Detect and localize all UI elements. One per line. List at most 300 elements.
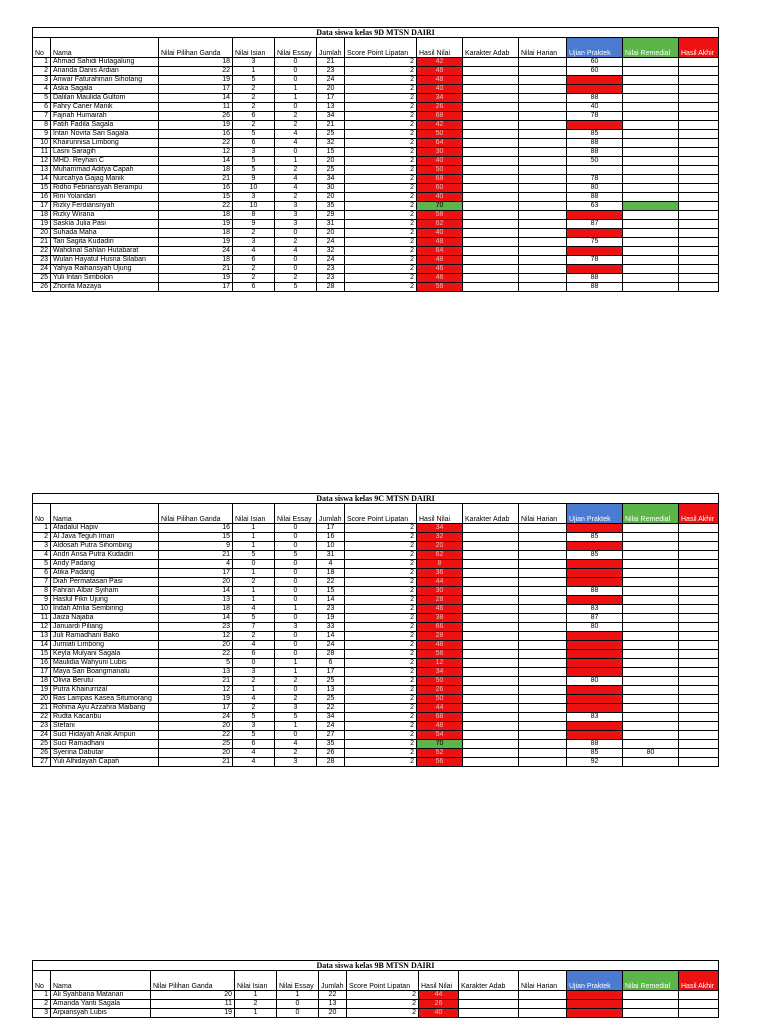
- nilai-harian-cell: [519, 542, 567, 551]
- pilihan-ganda-value: 13: [159, 668, 233, 677]
- ujian-praktek-value: [567, 632, 623, 641]
- essay-value: 0: [275, 58, 317, 67]
- table-row: [33, 614, 719, 623]
- ujian-praktek-value: 60: [567, 58, 623, 67]
- table-row: [33, 166, 719, 175]
- karakter-adab-cell: [463, 632, 519, 641]
- hasil-nilai-value: 50: [417, 677, 463, 686]
- karakter-adab-cell: [463, 103, 519, 112]
- row-no: 4: [33, 85, 51, 94]
- header-pilihan-ganda: Nilai Pilihan Ganda: [159, 38, 233, 58]
- nilai-harian-cell: [519, 94, 567, 103]
- nilai-harian-cell: [519, 695, 567, 704]
- student-name: Anwar Faturahman Sihotang: [51, 76, 159, 85]
- essay-value: 0: [275, 265, 317, 274]
- essay-value: 0: [275, 650, 317, 659]
- table-row: [33, 704, 719, 713]
- karakter-adab-cell: [463, 740, 519, 749]
- isian-value: 3: [233, 58, 275, 67]
- score-point-value: 2: [345, 67, 417, 76]
- jumlah-value: 21: [317, 121, 345, 130]
- row-no: 17: [33, 202, 51, 211]
- header-no: No: [33, 38, 51, 58]
- table-row: [33, 247, 719, 256]
- table-row: [33, 76, 719, 85]
- jumlah-value: 22: [317, 704, 345, 713]
- pilihan-ganda-value: 19: [159, 274, 233, 283]
- nilai-remedial-value: [623, 614, 679, 623]
- karakter-adab-cell: [463, 58, 519, 67]
- header-nama: Nama: [51, 971, 151, 991]
- hasil-akhir-cell: [679, 605, 719, 614]
- hasil-nilai-value: 48: [417, 238, 463, 247]
- nilai-harian-cell: [519, 740, 567, 749]
- pilihan-ganda-value: 21: [159, 265, 233, 274]
- jumlah-value: 34: [317, 713, 345, 722]
- score-point-value: 2: [345, 677, 417, 686]
- header-nilai-harian: Nilai Harian: [519, 971, 567, 991]
- pilihan-ganda-value: 21: [159, 551, 233, 560]
- karakter-adab-cell: [463, 166, 519, 175]
- header-nilai-harian: Nilai Harian: [519, 38, 567, 58]
- table-row: [33, 256, 719, 265]
- score-point-value: 2: [345, 596, 417, 605]
- ujian-praktek-value: [567, 641, 623, 650]
- jumlah-value: 22: [317, 578, 345, 587]
- student-name: Haslul Fikri Ujung: [51, 596, 159, 605]
- row-no: 10: [33, 605, 51, 614]
- ujian-praktek-value: 87: [567, 220, 623, 229]
- score-point-value: 2: [345, 740, 417, 749]
- student-name: Rudta Kacaribu: [51, 713, 159, 722]
- row-no: 19: [33, 220, 51, 229]
- ujian-praktek-value: 88: [567, 587, 623, 596]
- nilai-remedial-value: [623, 605, 679, 614]
- ujian-praktek-value: [567, 722, 623, 731]
- nilai-remedial-value: [623, 139, 679, 148]
- nilai-remedial-value: [623, 175, 679, 184]
- table-row: [33, 157, 719, 166]
- row-no: 1: [33, 58, 51, 67]
- student-name: Rohma Ayu Azzahra Maibang: [51, 704, 159, 713]
- pilihan-ganda-value: 22: [159, 202, 233, 211]
- essay-value: 0: [275, 731, 317, 740]
- table-row: [33, 650, 719, 659]
- jumlah-value: 24: [317, 722, 345, 731]
- jumlah-value: 13: [317, 686, 345, 695]
- essay-value: 0: [275, 67, 317, 76]
- karakter-adab-cell: [463, 202, 519, 211]
- jumlah-value: 22: [319, 991, 347, 1000]
- student-name: Aldosah Putra Sihombing: [51, 542, 159, 551]
- row-no: 15: [33, 184, 51, 193]
- hasil-akhir-cell: [679, 596, 719, 605]
- jumlah-value: 34: [317, 175, 345, 184]
- score-point-value: 2: [345, 229, 417, 238]
- ujian-praktek-value: [567, 650, 623, 659]
- isian-value: 7: [233, 623, 275, 632]
- hasil-akhir-cell: [679, 247, 719, 256]
- hasil-akhir-cell: [679, 524, 719, 533]
- jumlah-value: 16: [317, 533, 345, 542]
- nilai-harian-cell: [519, 659, 567, 668]
- nilai-harian-cell: [519, 533, 567, 542]
- student-name: Rizky Wirana: [51, 211, 159, 220]
- row-no: 6: [33, 103, 51, 112]
- table-row: [33, 632, 719, 641]
- student-name: Suci Hidayah Anak Ampun: [51, 731, 159, 740]
- hasil-nilai-value: 44: [419, 991, 459, 1000]
- student-name: Yahya Raihansyah Ujung: [51, 265, 159, 274]
- nilai-harian-cell: [519, 148, 567, 157]
- nilai-harian-cell: [519, 749, 567, 758]
- isian-value: 4: [233, 695, 275, 704]
- ujian-praktek-value: 88: [567, 139, 623, 148]
- karakter-adab-cell: [463, 659, 519, 668]
- isian-value: 2: [233, 704, 275, 713]
- nilai-harian-cell: [519, 175, 567, 184]
- jumlah-value: 17: [317, 668, 345, 677]
- header-karakter-adab: Karakter Adab: [463, 504, 519, 524]
- karakter-adab-cell: [463, 175, 519, 184]
- jumlah-value: 20: [317, 85, 345, 94]
- hasil-nilai-value: 26: [417, 103, 463, 112]
- ujian-praktek-value: 83: [567, 605, 623, 614]
- isian-value: 0: [233, 659, 275, 668]
- ujian-praktek-value: [567, 1009, 623, 1018]
- ujian-praktek-value: [567, 991, 623, 1000]
- table-row: [33, 175, 719, 184]
- hasil-akhir-cell: [679, 623, 719, 632]
- nilai-harian-cell: [519, 578, 567, 587]
- ujian-praktek-value: 88: [567, 148, 623, 157]
- student-name: Suci Ramadhani: [51, 740, 159, 749]
- jumlah-value: 20: [319, 1009, 347, 1018]
- essay-value: 3: [275, 704, 317, 713]
- row-no: 18: [33, 677, 51, 686]
- header-pilihan-ganda: Nilai Pilihan Ganda: [151, 971, 235, 991]
- jumlah-value: 23: [317, 274, 345, 283]
- nilai-remedial-value: [623, 731, 679, 740]
- karakter-adab-cell: [463, 722, 519, 731]
- hasil-nilai-value: 12: [417, 659, 463, 668]
- table-row: [33, 220, 719, 229]
- hasil-akhir-cell: [679, 202, 719, 211]
- pilihan-ganda-value: 18: [159, 166, 233, 175]
- row-no: 12: [33, 157, 51, 166]
- score-point-value: 2: [345, 247, 417, 256]
- student-name: Stefani: [51, 722, 159, 731]
- row-no: 14: [33, 641, 51, 650]
- essay-value: 0: [275, 596, 317, 605]
- table-row: [33, 121, 719, 130]
- karakter-adab-cell: [463, 256, 519, 265]
- nilai-remedial-value: [623, 542, 679, 551]
- score-point-value: 2: [345, 211, 417, 220]
- essay-value: 2: [275, 238, 317, 247]
- score-point-value: 2: [345, 749, 417, 758]
- essay-value: 0: [275, 560, 317, 569]
- header-isian: Nilai Isian: [233, 504, 275, 524]
- hasil-nilai-value: 42: [417, 58, 463, 67]
- pilihan-ganda-value: 19: [159, 121, 233, 130]
- hasil-nilai-value: 38: [417, 614, 463, 623]
- nilai-remedial-value: [623, 686, 679, 695]
- row-no: 7: [33, 578, 51, 587]
- ujian-praktek-value: 50: [567, 157, 623, 166]
- nilai-remedial-value: [623, 211, 679, 220]
- karakter-adab-cell: [459, 991, 519, 1000]
- isian-value: 4: [233, 641, 275, 650]
- student-name: Aska Sagala: [51, 85, 159, 94]
- essay-value: 2: [275, 166, 317, 175]
- nilai-remedial-value: [623, 184, 679, 193]
- nilai-harian-cell: [519, 202, 567, 211]
- student-name: Saskia Julia Pasi: [51, 220, 159, 229]
- ujian-praktek-value: 63: [567, 202, 623, 211]
- pilihan-ganda-value: 16: [159, 130, 233, 139]
- hasil-akhir-cell: [679, 58, 719, 67]
- essay-value: 2: [275, 112, 317, 121]
- student-name: Arpiansyah Lubis: [51, 1009, 151, 1018]
- table-row: [33, 94, 719, 103]
- essay-value: 0: [275, 578, 317, 587]
- nilai-harian-cell: [519, 731, 567, 740]
- nilai-harian-cell: [519, 76, 567, 85]
- nilai-harian-cell: [519, 130, 567, 139]
- row-no: 9: [33, 596, 51, 605]
- pilihan-ganda-value: 19: [159, 76, 233, 85]
- hasil-akhir-cell: [679, 274, 719, 283]
- table-row: [33, 668, 719, 677]
- score-point-value: 2: [345, 569, 417, 578]
- pilihan-ganda-value: 16: [159, 184, 233, 193]
- table-row: [33, 184, 719, 193]
- hasil-nilai-value: 28: [417, 632, 463, 641]
- nilai-remedial-value: [623, 641, 679, 650]
- jumlah-value: 23: [317, 605, 345, 614]
- nilai-harian-cell: [519, 283, 567, 292]
- nilai-harian-cell: [519, 184, 567, 193]
- row-no: 1: [33, 991, 51, 1000]
- score-point-value: 2: [345, 533, 417, 542]
- hasil-nilai-value: 48: [417, 722, 463, 731]
- nilai-harian-cell: [519, 991, 567, 1000]
- ujian-praktek-value: [567, 247, 623, 256]
- hasil-akhir-cell: [679, 713, 719, 722]
- header-essay: Nilai Essay: [275, 504, 317, 524]
- ujian-praktek-value: [567, 668, 623, 677]
- table-row: [33, 139, 719, 148]
- ujian-praktek-value: 88: [567, 193, 623, 202]
- karakter-adab-cell: [463, 533, 519, 542]
- score-point-value: 2: [345, 193, 417, 202]
- pilihan-ganda-value: 14: [159, 94, 233, 103]
- isian-value: 9: [233, 220, 275, 229]
- ujian-praktek-value: 85: [567, 749, 623, 758]
- nilai-remedial-value: [623, 76, 679, 85]
- score-point-value: 2: [345, 121, 417, 130]
- essay-value: 0: [275, 632, 317, 641]
- row-no: 19: [33, 686, 51, 695]
- nilai-remedial-value: [623, 713, 679, 722]
- pilihan-ganda-value: 18: [159, 211, 233, 220]
- essay-value: 4: [275, 130, 317, 139]
- student-name: Amanda Yanti Sagala: [51, 1000, 151, 1009]
- ujian-praktek-value: 75: [567, 238, 623, 247]
- isian-value: 6: [233, 112, 275, 121]
- isian-value: 2: [233, 265, 275, 274]
- score-point-value: 2: [345, 524, 417, 533]
- karakter-adab-cell: [463, 758, 519, 767]
- jumlah-value: 32: [317, 139, 345, 148]
- jumlah-value: 24: [317, 238, 345, 247]
- score-point-value: 2: [345, 704, 417, 713]
- hasil-nilai-value: 40: [417, 229, 463, 238]
- row-no: 3: [33, 76, 51, 85]
- hasil-nilai-value: 44: [417, 704, 463, 713]
- isian-value: 2: [233, 85, 275, 94]
- score-point-value: 2: [345, 695, 417, 704]
- nilai-harian-cell: [519, 524, 567, 533]
- student-name: Zhorifa Mazaya: [51, 283, 159, 292]
- hasil-nilai-value: 30: [417, 148, 463, 157]
- essay-value: 0: [275, 569, 317, 578]
- nilai-remedial-value: [623, 677, 679, 686]
- hasil-nilai-value: 62: [417, 220, 463, 229]
- score-point-value: 2: [345, 713, 417, 722]
- student-name: Lasni Saragih: [51, 148, 159, 157]
- nilai-remedial-value: [623, 587, 679, 596]
- essay-value: 0: [277, 1000, 319, 1009]
- hasil-akhir-cell: [679, 76, 719, 85]
- nilai-remedial-value: [623, 560, 679, 569]
- ujian-praktek-value: [567, 731, 623, 740]
- header-essay: Nilai Essay: [275, 38, 317, 58]
- jumlah-value: 4: [317, 560, 345, 569]
- nilai-remedial-value: [623, 202, 679, 211]
- score-point-value: 2: [345, 184, 417, 193]
- header-ujian-praktek: Ujian Praktek: [567, 971, 623, 991]
- karakter-adab-cell: [463, 668, 519, 677]
- student-name: Yuli Alhidayah Capah: [51, 758, 159, 767]
- essay-value: 1: [275, 605, 317, 614]
- jumlah-value: 25: [317, 166, 345, 175]
- hasil-akhir-cell: [679, 112, 719, 121]
- nilai-harian-cell: [519, 112, 567, 121]
- hasil-nilai-value: 40: [419, 1009, 459, 1018]
- score-point-value: 2: [345, 58, 417, 67]
- nilai-remedial-value: [623, 283, 679, 292]
- score-point-value: 2: [345, 722, 417, 731]
- header-jumlah: Jumlah: [317, 504, 345, 524]
- jumlah-value: 35: [317, 202, 345, 211]
- karakter-adab-cell: [463, 614, 519, 623]
- table-row: [33, 229, 719, 238]
- table-row: [33, 130, 719, 139]
- nilai-remedial-value: [623, 220, 679, 229]
- pilihan-ganda-value: 12: [159, 148, 233, 157]
- isian-value: 5: [233, 551, 275, 560]
- nilai-remedial-value: [623, 668, 679, 677]
- header-isian: Nilai Isian: [235, 971, 277, 991]
- nilai-remedial-value: [623, 578, 679, 587]
- hasil-nilai-value: 70: [417, 740, 463, 749]
- score-point-value: 2: [345, 731, 417, 740]
- student-name: Syerina Dabutar: [51, 749, 159, 758]
- hasil-nilai-value: 68: [417, 175, 463, 184]
- pilihan-ganda-value: 19: [159, 695, 233, 704]
- jumlah-value: 30: [317, 184, 345, 193]
- header-score-point: Score Point Lipatan: [345, 504, 417, 524]
- hasil-nilai-value: 56: [417, 650, 463, 659]
- nilai-remedial-value: [623, 247, 679, 256]
- student-name: Ridho Febriansyah Berampu: [51, 184, 159, 193]
- header-nilai-remedial: Nilai Remedial: [623, 971, 679, 991]
- row-no: 21: [33, 704, 51, 713]
- karakter-adab-cell: [463, 551, 519, 560]
- student-name: Indah Afrilia Sembiring: [51, 605, 159, 614]
- header-karakter-adab: Karakter Adab: [459, 971, 519, 991]
- row-no: 2: [33, 1000, 51, 1009]
- student-name: Atika Padang: [51, 569, 159, 578]
- hasil-akhir-cell: [679, 659, 719, 668]
- isian-value: 3: [233, 722, 275, 731]
- class-9c-table: [32, 493, 719, 767]
- row-no: 2: [33, 67, 51, 76]
- pilihan-ganda-value: 19: [151, 1009, 235, 1018]
- table-title: Data siswa kelas 9B MTSN DAIRI: [33, 961, 719, 971]
- pilihan-ganda-value: 14: [159, 157, 233, 166]
- nilai-remedial-value: [623, 695, 679, 704]
- nilai-harian-cell: [519, 193, 567, 202]
- student-name: Wahdinal Sahlan Hutabarat: [51, 247, 159, 256]
- jumlah-value: 27: [317, 731, 345, 740]
- nilai-harian-cell: [519, 103, 567, 112]
- hasil-nilai-value: 64: [417, 139, 463, 148]
- essay-value: 0: [275, 614, 317, 623]
- isian-value: 4: [233, 758, 275, 767]
- nilai-harian-cell: [519, 704, 567, 713]
- ujian-praktek-value: 40: [567, 103, 623, 112]
- row-no: 26: [33, 749, 51, 758]
- student-name: Tari Sagita Kudadiri: [51, 238, 159, 247]
- nilai-remedial-value: [623, 157, 679, 166]
- table-row: [33, 1000, 719, 1009]
- header-jumlah: Jumlah: [319, 971, 347, 991]
- score-point-value: 2: [345, 758, 417, 767]
- nilai-remedial-value: [623, 758, 679, 767]
- header-score-point: Score Point Lipatan: [347, 971, 419, 991]
- table-row: [33, 686, 719, 695]
- isian-value: 5: [233, 713, 275, 722]
- row-no: 15: [33, 650, 51, 659]
- ujian-praktek-value: [567, 166, 623, 175]
- table-row: [33, 67, 719, 76]
- ujian-praktek-value: 87: [567, 614, 623, 623]
- essay-value: 5: [275, 713, 317, 722]
- row-no: 11: [33, 614, 51, 623]
- isian-value: 3: [233, 238, 275, 247]
- hasil-nilai-value: 30: [417, 587, 463, 596]
- row-no: 5: [33, 560, 51, 569]
- pilihan-ganda-value: 20: [159, 578, 233, 587]
- table-row: [33, 193, 719, 202]
- hasil-akhir-cell: [679, 238, 719, 247]
- student-name: Juli Ramadhani Bako: [51, 632, 159, 641]
- row-no: 22: [33, 713, 51, 722]
- nilai-remedial-value: [623, 704, 679, 713]
